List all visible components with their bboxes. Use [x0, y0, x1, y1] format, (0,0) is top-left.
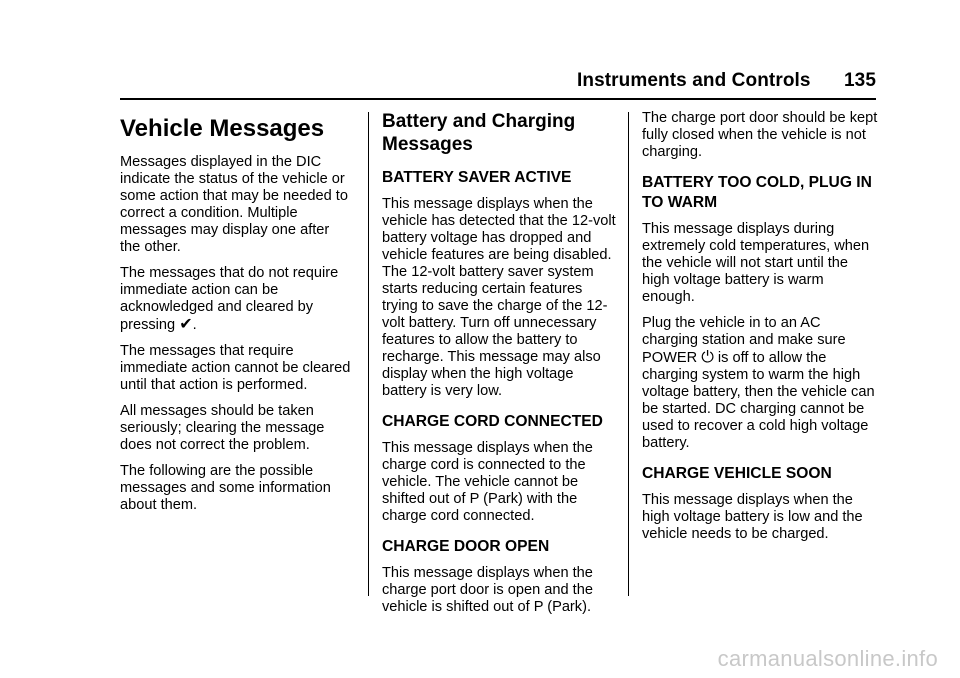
charge-door-heading: CHARGE DOOR OPEN — [382, 538, 550, 555]
charge-soon-heading: CHARGE VEHICLE SOON — [642, 465, 832, 482]
power-icon: ⏻ — [701, 349, 714, 366]
paragraph-text: is off to allow the charging system to warm the high voltage battery, then the vehicle can be started. DC charging cannot be used to recover a cold high voltage battery. — [642, 350, 875, 451]
paragraph: This message displays during extremely cold temperatures, when the vehicle will not start until the high voltage battery is warm enough. — [642, 221, 870, 305]
battery-saver-heading: BATTERY SAVER ACTIVE — [382, 169, 572, 186]
paragraph-text: . — [192, 317, 197, 333]
paragraph: The messages that require immediate action cannot be cleared until that action is performed. — [120, 343, 351, 393]
paragraph: All messages should be taken seriously; clearing the message does not correct the problem. — [120, 403, 325, 453]
header-rule — [120, 98, 876, 100]
page-number: 135 — [843, 70, 876, 91]
column-divider — [628, 112, 629, 596]
battery-charging-heading: Battery and Charging Messages — [382, 111, 576, 155]
section-title: Instruments and Controls — [577, 70, 811, 91]
check-icon: ✔ — [179, 316, 193, 333]
paragraph: This message displays when the charge port door is open and the vehicle is shifted out of P (Park). — [382, 565, 593, 615]
paragraph — [642, 315, 878, 452]
charge-cord-heading: CHARGE CORD CONNECTED — [382, 413, 603, 430]
paragraph: This message displays when the high voltage battery is low and the vehicle needs to be charged. — [642, 492, 863, 542]
paragraph-text: The messages that do not require immediate action can be acknowledged and cleared by pressing — [120, 265, 339, 333]
column-1 — [120, 108, 352, 523]
column-3 — [642, 110, 878, 552]
paragraph — [120, 265, 352, 334]
paragraph: The following are the possible messages and some information about them. — [120, 463, 331, 513]
column-2 — [382, 108, 616, 625]
paragraph: Messages displayed in the DIC indicate the status of the vehicle or some action that may be needed to correct a condition. Multiple messages may display one after the other. — [120, 154, 348, 255]
page-header — [577, 70, 876, 92]
paragraph: This message displays when the charge cord is connected to the vehicle. The vehicle cannot be shifted out of P (Park) with the charge cord connected. — [382, 440, 593, 524]
battery-cold-heading: BATTERY TOO COLD, PLUG IN TO WARM — [642, 174, 872, 211]
vehicle-messages-heading: Vehicle Messages — [120, 115, 325, 142]
column-divider — [368, 112, 369, 596]
watermark: carmanualsonline.info — [717, 646, 938, 671]
paragraph-text: Plug the vehicle in to an AC charging station and make sure POWER — [642, 315, 846, 366]
paragraph: The charge port door should be kept fully closed when the vehicle is not charging. — [642, 110, 878, 160]
paragraph: This message displays when the vehicle has detected that the 12-volt battery voltage has dropped and vehicle features are being disabled. The 12-volt battery saver system starts reducing certain features trying to save the charge of the 12-volt battery. Turn off unnecessary features to allow the battery to recharge. This message may also display when the high voltage battery is very low. — [382, 196, 616, 399]
